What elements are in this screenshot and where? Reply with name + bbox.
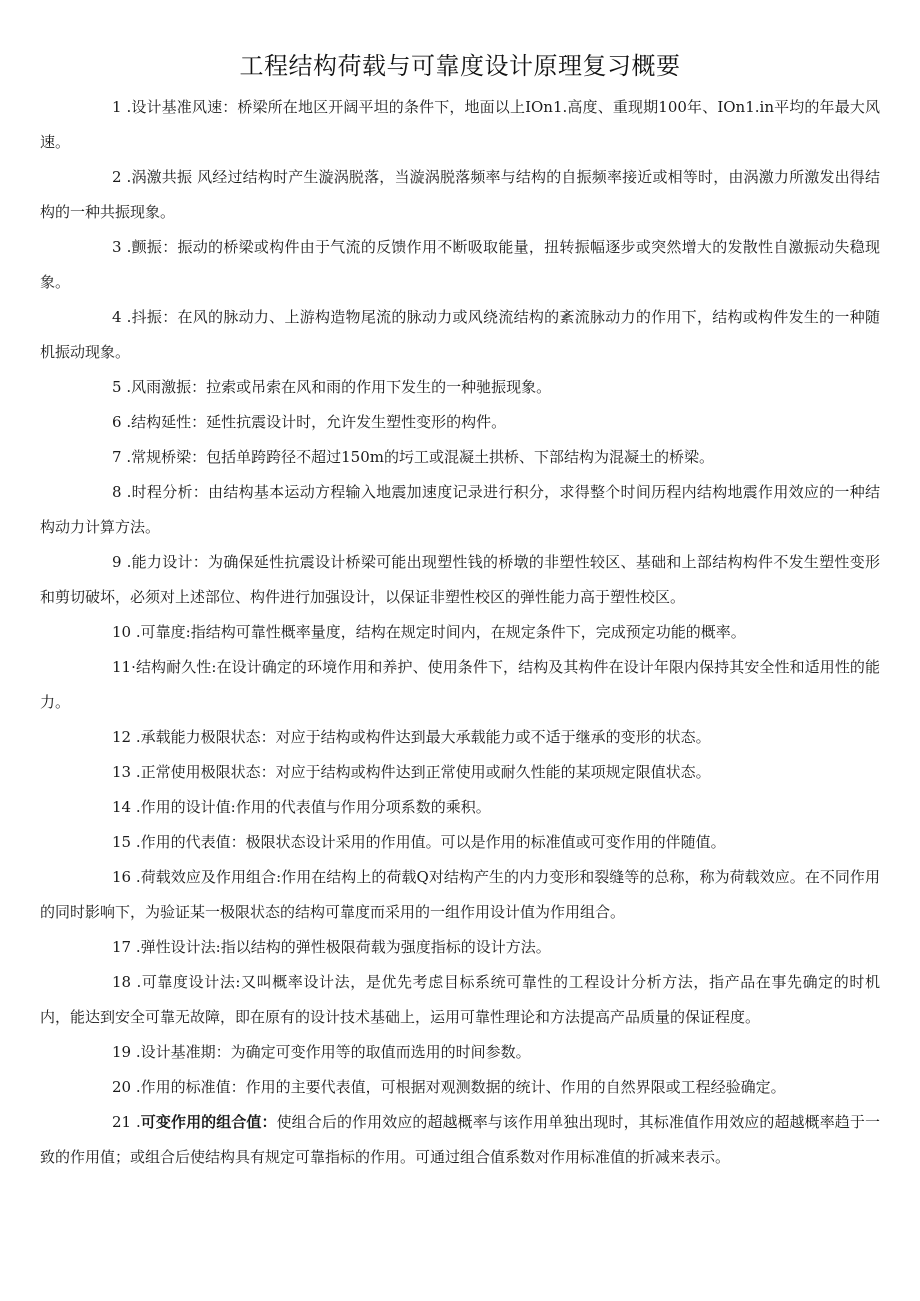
item-term: 结构延性： [131, 413, 207, 431]
list-item [40, 720, 880, 755]
item-number: 18 [112, 973, 132, 991]
item-text: :指结构可靠性概率量度，结构在规定时间内，在规定条件下，完成预定功能的概率。 [185, 623, 746, 641]
item-text: ：振动的桥梁或构件由于气流的反馈作用不断吸取能量，扭转振幅逐步或突然增大的发散性自激振动失稳现象。 [40, 238, 880, 291]
item-text: 桥梁所在地区开阔平坦的条件下，地面以上IOn1.高度、重现期100年、IOn1.in平均的年最大风速。 [40, 98, 880, 151]
item-term: 作用的标准值： [140, 1078, 246, 1096]
item-separator: . [121, 553, 132, 571]
list-item [40, 1035, 880, 1070]
item-number: 7 [112, 448, 122, 466]
item-separator: . [121, 413, 132, 431]
list-item [40, 405, 880, 440]
item-separator: . [131, 798, 141, 816]
item-term: 抖振： [131, 308, 178, 326]
item-term: 弹性设计法 [140, 938, 216, 956]
item-term: 涡激共振 [131, 168, 193, 186]
item-number: 19 [112, 1043, 132, 1061]
item-term: 作用的设计值 [140, 798, 231, 816]
item-separator: . [131, 938, 141, 956]
item-text: :作用的代表值与作用分项系数的乘积。 [230, 798, 491, 816]
list-item [40, 965, 880, 1035]
item-number: 12 [112, 728, 132, 746]
item-number: 1 [112, 98, 122, 116]
item-separator: . [131, 763, 141, 781]
item-term: 设计基准期： [140, 1043, 231, 1061]
item-text: 拉索或吊索在风和雨的作用下发生的一种驰振现象。 [206, 378, 552, 396]
list-item [40, 790, 880, 825]
list-item [40, 545, 880, 615]
list-item [40, 860, 880, 930]
item-term: 颤振 [131, 238, 163, 256]
item-term: 可靠度 [140, 623, 186, 641]
item-text: :又叫概率设计法，是优先考虑目标系统可靠性的工程设计分析方法，指产品在事先确定的时机内，能达到安全可靠无故障，即在原有的设计技术基础上，运用可靠性理论和方法提高产品质量的保证程度。 [40, 973, 880, 1026]
item-term: 承载能力极限状态： [140, 728, 276, 746]
page-title: 工程结构荷载与可靠度设计原理复习概要 [239, 52, 681, 80]
item-text: ：由结构基本运动方程输入地震加速度记录进行积分，求得整个时间历程内结构地震作用效应的一种结构动力计算方法。 [40, 483, 880, 536]
list-item [40, 440, 880, 475]
item-term: 风雨激振： [131, 378, 207, 396]
item-number: 3 [112, 238, 122, 256]
item-number: 9 [112, 553, 122, 571]
item-separator: . [131, 973, 142, 991]
item-separator: . [121, 378, 132, 396]
item-text: 风经过结构时产生漩涡脱落，当漩涡脱落频率与结构的自振频率接近或相等时，由涡激力所激发出得结构的一种共振现象。 [40, 168, 880, 221]
item-term: 结构耐久性 [135, 658, 212, 676]
item-separator: . [131, 1043, 141, 1061]
list-item [40, 300, 880, 370]
list-item [40, 1105, 880, 1175]
item-number: 16 [112, 868, 132, 886]
item-separator: . [131, 728, 141, 746]
item-term: 常规桥梁： [131, 448, 207, 466]
item-separator: . [121, 168, 132, 186]
item-separator: . [131, 1078, 141, 1096]
item-number: 2 [112, 168, 122, 186]
item-term: 能力设计 [131, 553, 193, 571]
item-term: 设计基准风速： [131, 98, 238, 116]
item-text: :指以结构的弹性极限荷载为强度指标的设计方法。 [215, 938, 551, 956]
item-text: 作用的主要代表值，可根据对观测数据的统计、作用的自然界限或工程经验确定。 [245, 1078, 786, 1096]
list-item [40, 230, 880, 300]
list-item [40, 755, 880, 790]
list-item [40, 475, 880, 545]
list-item [40, 930, 880, 965]
item-separator: . [131, 868, 141, 886]
item-number: 8 [112, 483, 122, 501]
item-separator: . [131, 833, 141, 851]
item-text: 包括单跨跨径不超过150m的圬工或混凝土拱桥、下部结构为混凝土的桥梁。 [206, 448, 714, 466]
item-text: 对应于结构或构件达到最大承载能力或不适于继承的变形的状态。 [275, 728, 711, 746]
list-item [40, 1070, 880, 1105]
item-list [40, 90, 880, 1175]
item-separator: · [131, 658, 136, 676]
item-separator: . [121, 98, 132, 116]
item-term: 时程分析 [131, 483, 193, 501]
list-item [40, 615, 880, 650]
item-separator: . [121, 238, 132, 256]
item-text: :作用在结构上的荷载Q对结构产生的内力变形和裂缝等的总称，称为荷载效应。在不同作用的同时影响下，为验证某一极限状态的结构可靠度而采用的一组作用设计值为作用组合。 [40, 868, 880, 921]
item-text: 延性抗震设计时，允许发生塑性变形的构件。 [206, 413, 507, 431]
item-number: 14 [112, 798, 132, 816]
item-number: 17 [112, 938, 132, 956]
list-item [40, 370, 880, 405]
item-number: 4 [112, 308, 122, 326]
item-separator: . [121, 483, 132, 501]
list-item [40, 825, 880, 860]
item-text: 极限状态设计采用的作用值。可以是作用的标准值或可变作用的伴随值。 [245, 833, 726, 851]
item-text: 对应于结构或构件达到正常使用或耐久性能的某项规定限值状态。 [275, 763, 711, 781]
item-number: 20 [112, 1078, 132, 1096]
item-number: 15 [112, 833, 132, 851]
list-item [40, 650, 880, 720]
list-item [40, 160, 880, 230]
item-term: 作用的代表值： [140, 833, 246, 851]
item-number: 10 [112, 623, 132, 641]
item-text: ：为确保延性抗震设计桥梁可能出现塑性钱的桥墩的非塑性较区、基础和上部结构构件不发生塑性变形和剪切破坏，必须对上述部位、构件进行加强设计，以保证非塑性校区的弹性能力高于塑性校区。 [40, 553, 880, 606]
item-separator: . [131, 1113, 141, 1131]
item-number: 5 [112, 378, 122, 396]
item-number: 21 [112, 1113, 132, 1131]
item-text: 使组合后的作用效应的超越概率与该作用单独出现时，其标准值作用效应的超越概率趋于一致的作用值；或组合后使结构具有规定可靠指标的作用。可通过组合值系数对作用标准值的折减来表示。 [40, 1113, 880, 1166]
item-separator: . [121, 308, 132, 326]
list-item [40, 90, 880, 160]
item-term: 可靠度设计法 [141, 973, 236, 991]
item-term: 荷载效应及作用组合 [140, 868, 277, 886]
item-separator: . [121, 448, 132, 466]
item-text: 为确定可变作用等的取值而选用的时间参数。 [230, 1043, 531, 1061]
item-text: :在设计确定的环境作用和养护、使用条件下，结构及其构件在设计年限内保持其安全性和适用性的能力。 [40, 658, 880, 711]
item-number: 13 [112, 763, 132, 781]
item-number: 6 [112, 413, 122, 431]
item-number: 11 [112, 658, 132, 676]
item-text: 在风的脉动力、上游构造物尾流的脉动力或风绕流结构的紊流脉动力的作用下，结构或构件发生的一种随机振动现象。 [40, 308, 880, 361]
item-separator: . [131, 623, 141, 641]
item-term: 正常使用极限状态： [140, 763, 276, 781]
item-term: 可变作用的组合值： [140, 1113, 277, 1131]
